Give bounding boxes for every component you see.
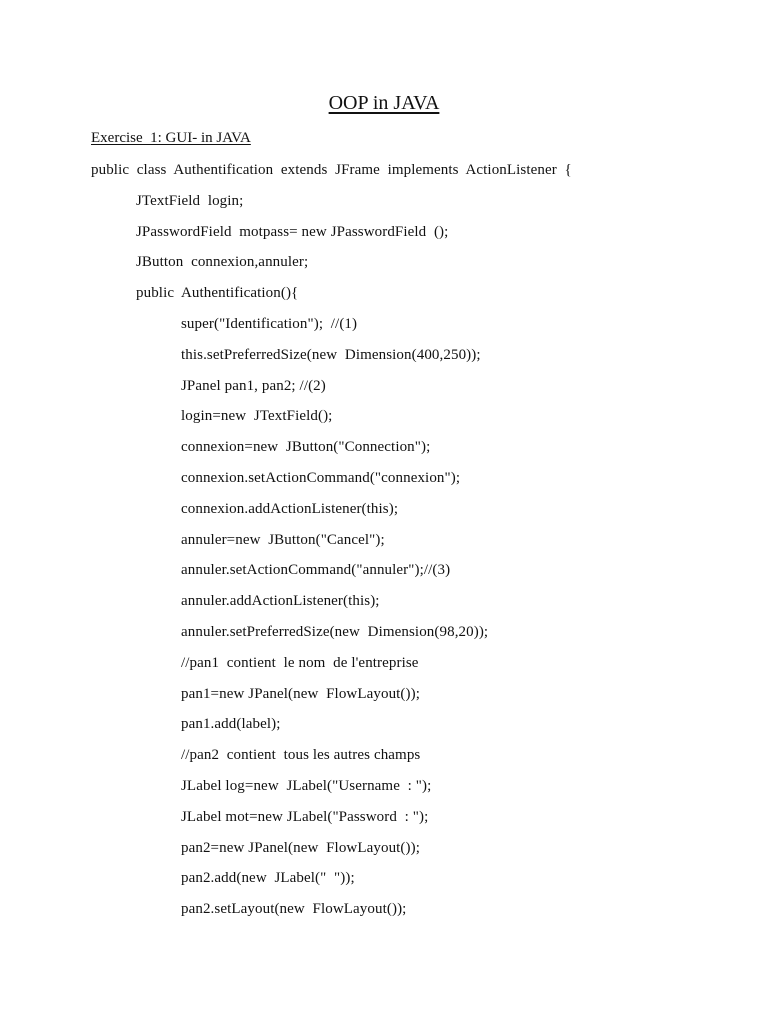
code-line: JPanel pan1, pan2; //(2) (181, 377, 326, 394)
code-line: connexion.setActionCommand("connexion"); (181, 469, 461, 486)
code-line: JButton connexion,annuler; (136, 254, 309, 271)
exercise-heading: Exercise 1: GUI- in JAVA (91, 130, 251, 146)
code-line: super("Identification"); //(1) (181, 315, 358, 332)
code-listing (0, 160, 768, 930)
code-line: this.setPreferredSize(new Dimension(400,250)); (181, 346, 481, 363)
code-line: annuler.addActionListener(this); (181, 593, 380, 610)
code-line: pan2.add(new JLabel(" ")); (181, 870, 355, 887)
code-line: JLabel mot=new JLabel("Password : "); (181, 808, 429, 825)
code-line: JLabel log=new JLabel("Username : "); (181, 777, 432, 794)
code-line: pan1=new JPanel(new FlowLayout()); (181, 685, 420, 702)
code-line: public Authentification(){ (136, 285, 299, 302)
code-line: pan2.setLayout(new FlowLayout()); (181, 901, 407, 918)
page-title: OOP in JAVA (328, 92, 440, 114)
code-line: public class Authentification extends JFrame implements ActionListener { (91, 162, 572, 178)
code-line: annuler.setActionCommand("annuler");//(3) (181, 562, 451, 579)
code-line: pan1.add(label); (181, 716, 281, 733)
code-line: annuler=new JButton("Cancel"); (181, 531, 385, 548)
code-line: login=new JTextField(); (181, 408, 333, 425)
code-line: //pan1 contient le nom de l'entreprise (181, 654, 419, 671)
code-line: connexion.addActionListener(this); (181, 500, 399, 517)
code-line: annuler.setPreferredSize(new Dimension(98,20)); (181, 623, 489, 640)
code-line: JPasswordField motpass= new JPasswordField (); (136, 223, 449, 240)
code-line: JTextField login; (136, 192, 244, 209)
code-line: pan2=new JPanel(new FlowLayout()); (181, 839, 420, 856)
code-line: connexion=new JButton("Connection"); (181, 439, 431, 456)
code-line: //pan2 contient tous les autres champs (181, 747, 421, 764)
